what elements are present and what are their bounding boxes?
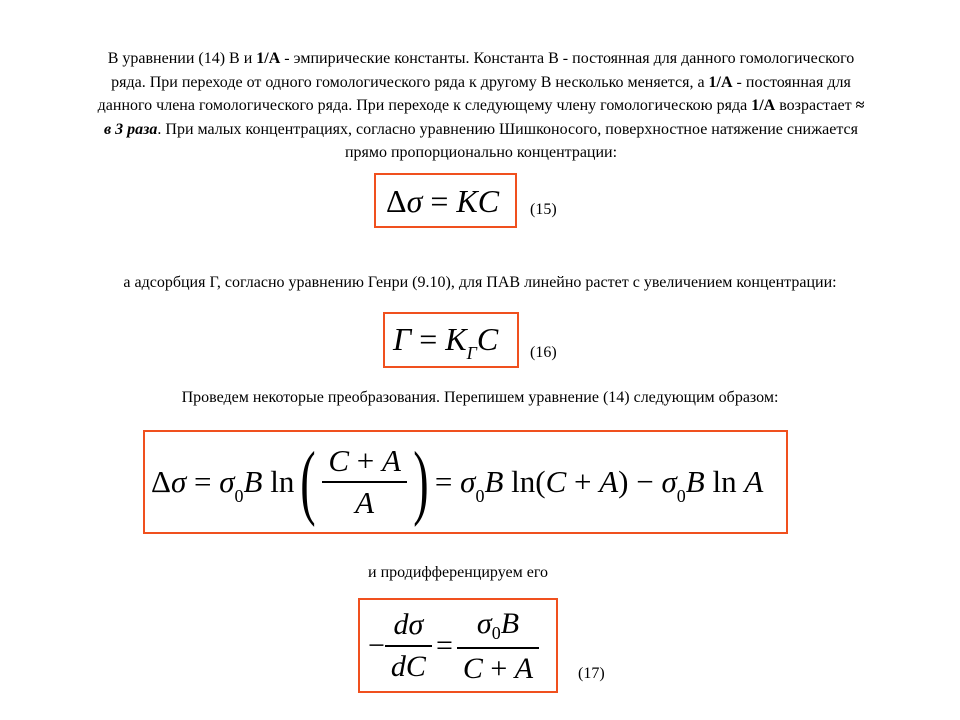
adsorption-paragraph: а адсорбция Г, согласно уравнению Генри (9.10), для ПАВ линейно растет с увеличением концентрации: xyxy=(123,274,837,291)
equation-16-number: (16) xyxy=(530,344,557,361)
paragraph-line-5: прямо пропорционально концентрации: xyxy=(344,144,618,161)
text: - постоянная для xyxy=(732,73,851,91)
equation-15: Δσ = KC xyxy=(386,183,500,219)
text: данного члена гомологического ряда. При переходе к следующему члену гомологическою ряда xyxy=(97,97,752,114)
transform-paragraph: Проведем некоторые преобразования. Перепишем уравнение (14) следующим образом: xyxy=(181,389,779,406)
paragraph-line-2 xyxy=(22,71,940,95)
fraction: $\frac{C + A}{A}$ xyxy=(322,441,407,523)
equation-15-number: (15) xyxy=(530,201,557,218)
bold-text: 1/А xyxy=(256,50,281,67)
paragraph-line-1 xyxy=(22,47,940,71)
equation-14-rewritten-box xyxy=(143,430,788,534)
intro-paragraph xyxy=(22,47,940,165)
equation-16-box xyxy=(383,312,519,368)
bold-italic-text: в 3 раза xyxy=(104,120,158,138)
fraction-left: $\frac{d\sigma}{dC}$ xyxy=(385,605,432,687)
text: возрастает xyxy=(775,97,856,114)
fraction-right: $\frac{\sigma_0B}{C + A}$ xyxy=(457,604,539,689)
paragraph-line-4 xyxy=(22,118,940,142)
equation-14-rewritten: $\Delta\sigma = \sigma_0B$ ln ( $\frac{C + A}{A}$ ) = $\sigma_0B$ $\ln(C + A) - \sigma_0B$ ln A xyxy=(151,435,764,528)
equation-15-box xyxy=(374,173,517,228)
equation-17-number: (17) xyxy=(578,665,605,682)
bold-text: 1/А xyxy=(751,97,776,114)
equation-16: $Г = K_ГC$ xyxy=(393,321,499,363)
text: . При малых концентрациях, согласно уравнению Шишконосого, поверхностное натяжение снижается xyxy=(157,120,858,138)
text: - эмпирические константы. Константа В - постоянная для данного гомологического xyxy=(280,50,855,67)
paragraph-line-3 xyxy=(22,94,940,118)
differentiate-paragraph: и продифференцируем его xyxy=(368,564,548,581)
text: ряда. При переходе от одного гомологического ряда к другому В несколько меняется, а xyxy=(111,73,709,91)
equation-17: − $\frac{d\sigma}{dC}$ = $\frac{\sigma_0B}{C + A}$ xyxy=(368,604,539,688)
text: В уравнении (14) В и xyxy=(107,50,257,67)
approx-symbol: ≈ xyxy=(855,97,865,114)
equation-17-box xyxy=(358,598,558,693)
bold-text: 1/А xyxy=(708,73,733,91)
